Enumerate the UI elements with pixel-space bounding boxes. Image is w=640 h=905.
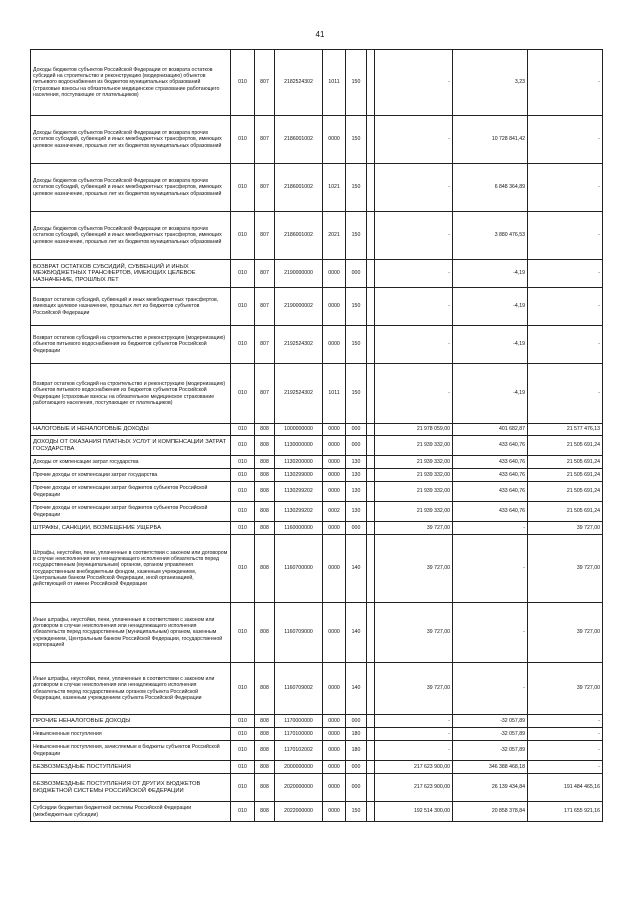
table-row bbox=[31, 522, 603, 535]
revenue-code-cell: 1170000000 bbox=[275, 715, 323, 728]
executed-amount-cell: 401 682,87 bbox=[453, 424, 528, 436]
table-row bbox=[31, 774, 603, 802]
revenue-code-cell: 1130299202 bbox=[275, 482, 323, 502]
unexecuted-amount-cell: - bbox=[528, 715, 603, 728]
admin-code-cell: 808 bbox=[255, 603, 275, 663]
revenue-code-cell: 2020000000 bbox=[275, 774, 323, 802]
unexecuted-amount-cell: 191 484 465,16 bbox=[528, 774, 603, 802]
table-row bbox=[31, 164, 603, 212]
executed-amount-cell: 3 880 476,53 bbox=[453, 212, 528, 260]
revenue-code-cell: 1130299202 bbox=[275, 502, 323, 522]
approved-amount-cell: 217 623 900,00 bbox=[375, 761, 453, 774]
unexecuted-amount-cell: - bbox=[528, 288, 603, 326]
row-name-cell: Доходы бюджетов субъектов Российской Федерации от возврата прочих остатков субсидий, субвенций и иных межбюджетных трансфертов, имеющих целевое назначение, прошлых лет из бюджетов муниципальных образований bbox=[31, 116, 231, 164]
executed-amount-cell: 433 640,76 bbox=[453, 456, 528, 469]
revenue-code-cell: 1130299000 bbox=[275, 469, 323, 482]
approved-amount-cell: - bbox=[375, 212, 453, 260]
table-row bbox=[31, 741, 603, 761]
unexecuted-amount-cell: 21 505 691,24 bbox=[528, 482, 603, 502]
admin-code-cell: 807 bbox=[255, 260, 275, 288]
empty-cell bbox=[367, 741, 375, 761]
row-name-cell: Возврат остатков субсидий на строительство и реконструкцию (модернизацию) объектов питьевого водоснабжения из бюджетов субъектов Российской Федерации (страховые взносы на обязательное медицинское страхование работающего населения, поступающие от плательщиков) bbox=[31, 364, 231, 424]
revenue-code-cell: 2190000000 bbox=[275, 260, 323, 288]
admin-code-cell: 808 bbox=[255, 802, 275, 822]
approved-amount-cell: 21 939 332,00 bbox=[375, 436, 453, 456]
table-row bbox=[31, 502, 603, 522]
unexecuted-amount-cell: - bbox=[528, 741, 603, 761]
table-row bbox=[31, 260, 603, 288]
executed-amount-cell: 26 139 434,84 bbox=[453, 774, 528, 802]
executed-amount-cell: 346 388 468,18 bbox=[453, 761, 528, 774]
admin-code-cell: 807 bbox=[255, 326, 275, 364]
revenue-code-cell: 1160000000 bbox=[275, 522, 323, 535]
unexecuted-amount-cell: 21 505 691,24 bbox=[528, 502, 603, 522]
unexecuted-amount-cell: - bbox=[528, 260, 603, 288]
program-code-cell: 0000 bbox=[323, 456, 346, 469]
empty-cell bbox=[367, 50, 375, 116]
program-code-cell: 0000 bbox=[323, 116, 346, 164]
executed-amount-cell: -32 057,89 bbox=[453, 715, 528, 728]
empty-cell bbox=[367, 212, 375, 260]
approved-amount-cell: - bbox=[375, 164, 453, 212]
empty-cell bbox=[367, 663, 375, 715]
table-body bbox=[31, 50, 603, 822]
row-name-cell: Невыясненные поступления, зачисляемые в бюджеты субъектов Российской Федерации bbox=[31, 741, 231, 761]
table-row bbox=[31, 436, 603, 456]
line-code-cell: 010 bbox=[231, 715, 255, 728]
executed-amount-cell: 433 640,76 bbox=[453, 436, 528, 456]
line-code-cell: 010 bbox=[231, 761, 255, 774]
admin-code-cell: 808 bbox=[255, 482, 275, 502]
row-name-cell: Иные штрафы, неустойки, пени, уплаченные в соответствии с законом или договором в случае неисполнения или ненадлежащего исполнения обязательств перед государственным органом субъекта Российской Федерации, казенным учреждением субъекта Российской Федерации bbox=[31, 663, 231, 715]
economic-code-cell: 140 bbox=[346, 663, 367, 715]
unexecuted-amount-cell: 21 505 691,24 bbox=[528, 469, 603, 482]
economic-code-cell: 150 bbox=[346, 802, 367, 822]
program-code-cell: 0000 bbox=[323, 761, 346, 774]
empty-cell bbox=[367, 761, 375, 774]
admin-code-cell: 807 bbox=[255, 212, 275, 260]
admin-code-cell: 808 bbox=[255, 715, 275, 728]
line-code-cell: 010 bbox=[231, 741, 255, 761]
line-code-cell: 010 bbox=[231, 364, 255, 424]
approved-amount-cell: 21 939 332,00 bbox=[375, 482, 453, 502]
revenue-code-cell: 1170100000 bbox=[275, 728, 323, 741]
economic-code-cell: 150 bbox=[346, 116, 367, 164]
empty-cell bbox=[367, 326, 375, 364]
row-name-cell: ПРОЧИЕ НЕНАЛОГОВЫЕ ДОХОДЫ bbox=[31, 715, 231, 728]
row-name-cell: Прочие доходы от компенсации затрат государства bbox=[31, 469, 231, 482]
executed-amount-cell: - bbox=[453, 535, 528, 603]
table-row bbox=[31, 456, 603, 469]
approved-amount-cell: 21 939 332,00 bbox=[375, 502, 453, 522]
empty-cell bbox=[367, 502, 375, 522]
line-code-cell: 010 bbox=[231, 50, 255, 116]
admin-code-cell: 807 bbox=[255, 164, 275, 212]
economic-code-cell: 150 bbox=[346, 326, 367, 364]
unexecuted-amount-cell: - bbox=[528, 212, 603, 260]
executed-amount-cell: 10 728 841,42 bbox=[453, 116, 528, 164]
revenue-code-cell: 2022000000 bbox=[275, 802, 323, 822]
table-row bbox=[31, 469, 603, 482]
approved-amount-cell: 39 727,00 bbox=[375, 522, 453, 535]
row-name-cell: Прочие доходы от компенсации затрат бюджетов субъектов Российской Федерации bbox=[31, 482, 231, 502]
row-name-cell: Доходы от компенсации затрат государства bbox=[31, 456, 231, 469]
line-code-cell: 010 bbox=[231, 482, 255, 502]
empty-cell bbox=[367, 260, 375, 288]
revenue-code-cell: 2182524302 bbox=[275, 50, 323, 116]
unexecuted-amount-cell: - bbox=[528, 364, 603, 424]
empty-cell bbox=[367, 469, 375, 482]
economic-code-cell: 150 bbox=[346, 164, 367, 212]
program-code-cell: 0000 bbox=[323, 288, 346, 326]
line-code-cell: 010 bbox=[231, 456, 255, 469]
line-code-cell: 010 bbox=[231, 774, 255, 802]
row-name-cell: Иные штрафы, неустойки, пени, уплаченные в соответствии с законом или договором в случае неисполнения или ненадлежащего исполнения обязательств перед государственным (муниципальным) органом, казенным учреждением, Центральным банком Российской Федерации, государственной корпорацией bbox=[31, 603, 231, 663]
admin-code-cell: 807 bbox=[255, 50, 275, 116]
approved-amount-cell: - bbox=[375, 741, 453, 761]
row-name-cell: БЕЗВОЗМЕЗДНЫЕ ПОСТУПЛЕНИЯ ОТ ДРУГИХ БЮДЖЕТОВ БЮДЖЕТНОЙ СИСТЕМЫ РОССИЙСКОЙ ФЕДЕРАЦИИ bbox=[31, 774, 231, 802]
economic-code-cell: 150 bbox=[346, 50, 367, 116]
admin-code-cell: 807 bbox=[255, 364, 275, 424]
revenue-code-cell: 2000000000 bbox=[275, 761, 323, 774]
revenue-code-cell: 2186001002 bbox=[275, 164, 323, 212]
table-row bbox=[31, 802, 603, 822]
row-name-cell: Доходы бюджетов субъектов Российской Федерации от возврата прочих остатков субсидий, субвенций и иных межбюджетных трансфертов, имеющих целевое назначение, прошлых лет из бюджетов муниципальных образований bbox=[31, 164, 231, 212]
admin-code-cell: 808 bbox=[255, 436, 275, 456]
row-name-cell: Доходы бюджетов субъектов Российской Федерации от возврата прочих остатков субсидий, субвенций и иных межбюджетных трансфертов, имеющих целевое назначение, прошлых лет из бюджетов муниципальных образований bbox=[31, 212, 231, 260]
revenue-code-cell: 2192524302 bbox=[275, 364, 323, 424]
revenue-code-cell: 1130200000 bbox=[275, 456, 323, 469]
admin-code-cell: 808 bbox=[255, 728, 275, 741]
unexecuted-amount-cell: 39 727,00 bbox=[528, 663, 603, 715]
unexecuted-amount-cell: 39 727,00 bbox=[528, 603, 603, 663]
executed-amount-cell: 20 858 378,84 bbox=[453, 802, 528, 822]
revenue-code-cell: 1160709002 bbox=[275, 663, 323, 715]
economic-code-cell: 000 bbox=[346, 774, 367, 802]
line-code-cell: 010 bbox=[231, 260, 255, 288]
admin-code-cell: 808 bbox=[255, 502, 275, 522]
line-code-cell: 010 bbox=[231, 326, 255, 364]
program-code-cell: 0000 bbox=[323, 424, 346, 436]
economic-code-cell: 000 bbox=[346, 761, 367, 774]
table-row bbox=[31, 424, 603, 436]
table-row bbox=[31, 116, 603, 164]
approved-amount-cell: - bbox=[375, 288, 453, 326]
economic-code-cell: 000 bbox=[346, 436, 367, 456]
row-name-cell: Штрафы, неустойки, пени, уплаченные в соответствии с законом или договором в случае неисполнения или ненадлежащего исполнения обязательств перед государственным (муниципальным) органом, органом управления государственным внебюджетным фондом, казенным учреждением, Центральным банком Российской Федерации, иной организацией, действующей от имени Российской Федерации bbox=[31, 535, 231, 603]
row-name-cell: НАЛОГОВЫЕ И НЕНАЛОГОВЫЕ ДОХОДЫ bbox=[31, 424, 231, 436]
table-row bbox=[31, 326, 603, 364]
admin-code-cell: 808 bbox=[255, 663, 275, 715]
unexecuted-amount-cell: 39 727,00 bbox=[528, 522, 603, 535]
economic-code-cell: 180 bbox=[346, 728, 367, 741]
empty-cell bbox=[367, 603, 375, 663]
empty-cell bbox=[367, 288, 375, 326]
admin-code-cell: 807 bbox=[255, 116, 275, 164]
row-name-cell: Субсидии бюджетам бюджетной системы Российской Федерации (межбюджетные субсидии) bbox=[31, 802, 231, 822]
admin-code-cell: 808 bbox=[255, 456, 275, 469]
executed-amount-cell: - bbox=[453, 522, 528, 535]
empty-cell bbox=[367, 802, 375, 822]
approved-amount-cell: 21 939 332,00 bbox=[375, 456, 453, 469]
row-name-cell: Возврат остатков субсидий, субвенций и иных межбюджетных трансфертов, имеющих целевое назначение, прошлых лет из бюджетов субъектов Российской Федерации bbox=[31, 288, 231, 326]
table-row bbox=[31, 715, 603, 728]
admin-code-cell: 808 bbox=[255, 761, 275, 774]
empty-cell bbox=[367, 164, 375, 212]
approved-amount-cell: 39 727,00 bbox=[375, 535, 453, 603]
unexecuted-amount-cell: 171 655 921,16 bbox=[528, 802, 603, 822]
economic-code-cell: 150 bbox=[346, 212, 367, 260]
revenue-code-cell: 1160709000 bbox=[275, 603, 323, 663]
program-code-cell: 0000 bbox=[323, 802, 346, 822]
executed-amount-cell: -4,19 bbox=[453, 364, 528, 424]
program-code-cell: 0000 bbox=[323, 715, 346, 728]
revenue-code-cell: 1000000000 bbox=[275, 424, 323, 436]
table-row bbox=[31, 212, 603, 260]
revenue-code-cell: 2192524302 bbox=[275, 326, 323, 364]
program-code-cell: 0000 bbox=[323, 741, 346, 761]
program-code-cell: 0000 bbox=[323, 603, 346, 663]
approved-amount-cell: - bbox=[375, 715, 453, 728]
row-name-cell: ДОХОДЫ ОТ ОКАЗАНИЯ ПЛАТНЫХ УСЛУГ И КОМПЕНСАЦИИ ЗАТРАТ ГОСУДАРСТВА bbox=[31, 436, 231, 456]
row-name-cell: Невыясненные поступления bbox=[31, 728, 231, 741]
admin-code-cell: 807 bbox=[255, 288, 275, 326]
line-code-cell: 010 bbox=[231, 116, 255, 164]
approved-amount-cell: - bbox=[375, 50, 453, 116]
unexecuted-amount-cell: 21 577 476,13 bbox=[528, 424, 603, 436]
unexecuted-amount-cell: 39 727,00 bbox=[528, 535, 603, 603]
approved-amount-cell: - bbox=[375, 260, 453, 288]
program-code-cell: 0000 bbox=[323, 482, 346, 502]
economic-code-cell: 130 bbox=[346, 456, 367, 469]
program-code-cell: 0000 bbox=[323, 522, 346, 535]
unexecuted-amount-cell: - bbox=[528, 116, 603, 164]
program-code-cell: 0002 bbox=[323, 502, 346, 522]
executed-amount-cell: - bbox=[453, 663, 528, 715]
empty-cell bbox=[367, 728, 375, 741]
executed-amount-cell: -32 057,89 bbox=[453, 728, 528, 741]
program-code-cell: 1011 bbox=[323, 50, 346, 116]
program-code-cell: 0000 bbox=[323, 728, 346, 741]
admin-code-cell: 808 bbox=[255, 535, 275, 603]
unexecuted-amount-cell: - bbox=[528, 164, 603, 212]
economic-code-cell: 000 bbox=[346, 522, 367, 535]
executed-amount-cell: 433 640,76 bbox=[453, 502, 528, 522]
program-code-cell: 0000 bbox=[323, 774, 346, 802]
executed-amount-cell: -4,19 bbox=[453, 326, 528, 364]
economic-code-cell: 150 bbox=[346, 364, 367, 424]
executed-amount-cell: 433 640,76 bbox=[453, 469, 528, 482]
executed-amount-cell: 6 848 364,89 bbox=[453, 164, 528, 212]
executed-amount-cell: -4,19 bbox=[453, 288, 528, 326]
approved-amount-cell: 39 727,00 bbox=[375, 663, 453, 715]
approved-amount-cell: 39 727,00 bbox=[375, 603, 453, 663]
executed-amount-cell: -32 057,89 bbox=[453, 741, 528, 761]
admin-code-cell: 808 bbox=[255, 522, 275, 535]
economic-code-cell: 130 bbox=[346, 502, 367, 522]
row-name-cell: Возврат остатков субсидий на строительство и реконструкцию (модернизацию) объектов питьевого водоснабжения из бюджетов субъектов Российской Федерации bbox=[31, 326, 231, 364]
economic-code-cell: 130 bbox=[346, 469, 367, 482]
program-code-cell: 0000 bbox=[323, 469, 346, 482]
unexecuted-amount-cell: 21 505 691,24 bbox=[528, 456, 603, 469]
empty-cell bbox=[367, 774, 375, 802]
table-row bbox=[31, 288, 603, 326]
approved-amount-cell: 192 514 300,00 bbox=[375, 802, 453, 822]
unexecuted-amount-cell: - bbox=[528, 761, 603, 774]
revenue-code-cell: 2186001002 bbox=[275, 116, 323, 164]
line-code-cell: 010 bbox=[231, 603, 255, 663]
revenue-code-cell: 1170102002 bbox=[275, 741, 323, 761]
row-name-cell: ШТРАФЫ, САНКЦИИ, ВОЗМЕЩЕНИЕ УЩЕРБА bbox=[31, 522, 231, 535]
line-code-cell: 010 bbox=[231, 502, 255, 522]
program-code-cell: 1011 bbox=[323, 364, 346, 424]
approved-amount-cell: 21 978 059,00 bbox=[375, 424, 453, 436]
table-row bbox=[31, 535, 603, 603]
empty-cell bbox=[367, 522, 375, 535]
line-code-cell: 010 bbox=[231, 212, 255, 260]
admin-code-cell: 808 bbox=[255, 741, 275, 761]
revenue-code-cell: 1160700000 bbox=[275, 535, 323, 603]
approved-amount-cell: - bbox=[375, 728, 453, 741]
empty-cell bbox=[367, 535, 375, 603]
admin-code-cell: 808 bbox=[255, 424, 275, 436]
unexecuted-amount-cell: - bbox=[528, 326, 603, 364]
line-code-cell: 010 bbox=[231, 436, 255, 456]
economic-code-cell: 130 bbox=[346, 482, 367, 502]
program-code-cell: 2021 bbox=[323, 212, 346, 260]
economic-code-cell: 000 bbox=[346, 260, 367, 288]
table-row bbox=[31, 50, 603, 116]
executed-amount-cell: -4,19 bbox=[453, 260, 528, 288]
program-code-cell: 0000 bbox=[323, 260, 346, 288]
unexecuted-amount-cell: 21 505 691,24 bbox=[528, 436, 603, 456]
economic-code-cell: 140 bbox=[346, 603, 367, 663]
economic-code-cell: 150 bbox=[346, 288, 367, 326]
empty-cell bbox=[367, 715, 375, 728]
line-code-cell: 010 bbox=[231, 164, 255, 212]
program-code-cell: 0000 bbox=[323, 326, 346, 364]
executed-amount-cell: 3,23 bbox=[453, 50, 528, 116]
economic-code-cell: 140 bbox=[346, 535, 367, 603]
unexecuted-amount-cell: - bbox=[528, 50, 603, 116]
admin-code-cell: 808 bbox=[255, 774, 275, 802]
empty-cell bbox=[367, 364, 375, 424]
budget-revenue-table bbox=[30, 49, 603, 822]
economic-code-cell: 180 bbox=[346, 741, 367, 761]
line-code-cell: 010 bbox=[231, 802, 255, 822]
program-code-cell: 0000 bbox=[323, 663, 346, 715]
table-row bbox=[31, 663, 603, 715]
approved-amount-cell: 21 939 332,00 bbox=[375, 469, 453, 482]
approved-amount-cell: - bbox=[375, 364, 453, 424]
empty-cell bbox=[367, 482, 375, 502]
line-code-cell: 010 bbox=[231, 535, 255, 603]
executed-amount-cell: 433 640,76 bbox=[453, 482, 528, 502]
row-name-cell: ВОЗВРАТ ОСТАТКОВ СУБСИДИЙ, СУБВЕНЦИЙ И ИНЫХ МЕЖБЮДЖЕТНЫХ ТРАНСФЕРТОВ, ИМЕЮЩИХ ЦЕЛЕВОЕ НАЗНАЧЕНИЕ, ПРОШЛЫХ ЛЕТ bbox=[31, 260, 231, 288]
line-code-cell: 010 bbox=[231, 663, 255, 715]
program-code-cell: 0000 bbox=[323, 436, 346, 456]
program-code-cell: 1021 bbox=[323, 164, 346, 212]
empty-cell bbox=[367, 424, 375, 436]
revenue-code-cell: 2186001002 bbox=[275, 212, 323, 260]
line-code-cell: 010 bbox=[231, 424, 255, 436]
revenue-code-cell: 1130000000 bbox=[275, 436, 323, 456]
approved-amount-cell: - bbox=[375, 116, 453, 164]
unexecuted-amount-cell: - bbox=[528, 728, 603, 741]
program-code-cell: 0000 bbox=[323, 535, 346, 603]
row-name-cell: БЕЗВОЗМЕЗДНЫЕ ПОСТУПЛЕНИЯ bbox=[31, 761, 231, 774]
revenue-code-cell: 2190000002 bbox=[275, 288, 323, 326]
table-row bbox=[31, 482, 603, 502]
line-code-cell: 010 bbox=[231, 728, 255, 741]
table-row bbox=[31, 761, 603, 774]
economic-code-cell: 000 bbox=[346, 424, 367, 436]
line-code-cell: 010 bbox=[231, 522, 255, 535]
row-name-cell: Прочие доходы от компенсации затрат бюджетов субъектов Российской Федерации bbox=[31, 502, 231, 522]
line-code-cell: 010 bbox=[231, 288, 255, 326]
approved-amount-cell: - bbox=[375, 326, 453, 364]
line-code-cell: 010 bbox=[231, 469, 255, 482]
row-name-cell: Доходы бюджетов субъектов Российской Федерации от возврата остатков субсидий на строительство и реконструкцию (модернизацию) объектов питьевого водоснабжения из бюджетов муниципальных образований (страховые взносы на обязательное медицинское страхование работающего населения, поступающие от плательщиков) bbox=[31, 50, 231, 116]
table-row bbox=[31, 603, 603, 663]
table-row bbox=[31, 728, 603, 741]
economic-code-cell: 000 bbox=[346, 715, 367, 728]
page-number: 41 bbox=[315, 30, 325, 39]
empty-cell bbox=[367, 116, 375, 164]
executed-amount-cell: - bbox=[453, 603, 528, 663]
approved-amount-cell: 217 623 900,00 bbox=[375, 774, 453, 802]
empty-cell bbox=[367, 436, 375, 456]
empty-cell bbox=[367, 456, 375, 469]
admin-code-cell: 808 bbox=[255, 469, 275, 482]
table-row bbox=[31, 364, 603, 424]
